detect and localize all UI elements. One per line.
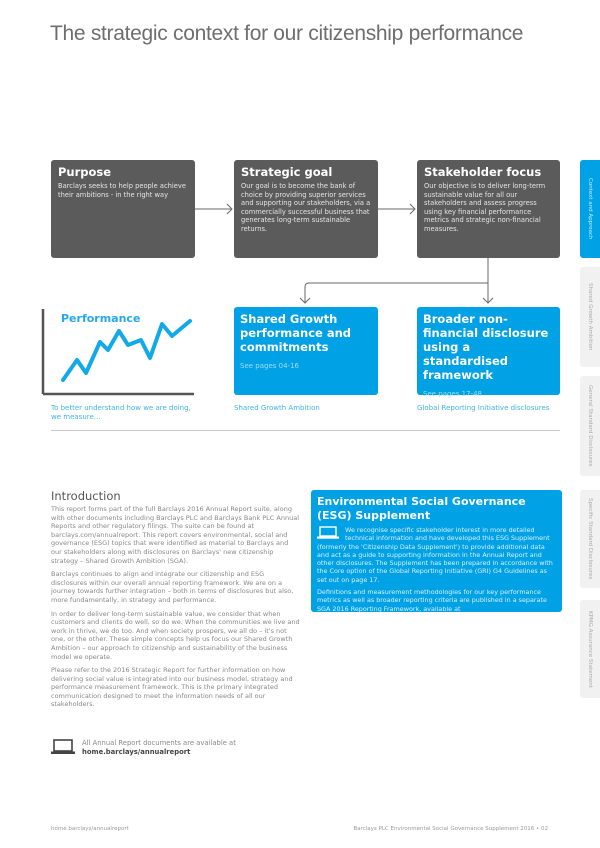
intro-paragraph: Please refer to the 2016 Strategic Report for further information on how delivering social value is integrated into our business model, strategy and performance measurement framework. This is the primary integrated communication designed to meet the information needs of all our stakeholders. bbox=[51, 666, 293, 709]
side-tab-shared-growth[interactable]: Shared Growth Ambition bbox=[580, 267, 600, 367]
strategic-goal-text: Our goal is to become the bank of choice by providing superior services and supporting our stakeholders, via a commercially successful business that generates long-term sustainable returns. bbox=[241, 182, 371, 233]
arrow-right-icon bbox=[378, 204, 415, 214]
annual-report-note bbox=[51, 739, 301, 758]
annual-report-link[interactable]: home.barclays/annualreport bbox=[82, 748, 191, 756]
laptop-icon bbox=[317, 526, 339, 540]
non-financial-pages[interactable]: See pages 17-48 bbox=[423, 390, 482, 398]
footer-left[interactable]: home.barclays/annualreport bbox=[51, 826, 129, 832]
stakeholder-focus-text: Our objective is to deliver long-term sustainable value for all our stakeholders and assess progress using key financial performance metrics and strategic non-financial measures. bbox=[424, 182, 546, 233]
esg-heading: Environmental Social Governance (ESG) Supplement bbox=[317, 495, 526, 522]
stakeholder-focus-heading: Stakeholder focus bbox=[424, 165, 542, 179]
annual-report-text: All Annual Report documents are available at bbox=[82, 739, 236, 747]
side-tab-context-approach[interactable]: Context and Approach bbox=[580, 160, 600, 258]
introduction-heading: Introduction bbox=[51, 489, 121, 503]
intro-paragraph: Barclays continues to align and integrate our citizenship and ESG disclosures within our overall annual reporting framework. We are on a journey towards further integration – both in terms of disclosures but also, more fundamentally, in strategy and performance. bbox=[51, 570, 294, 604]
shared-growth-caption: Shared Growth Ambition bbox=[234, 404, 320, 412]
intro-paragraph: In order to deliver long-term sustainable value, we consider that when customers and clients do well, so do we. When the communities we live and work in thrive, we do too. And when society prospers, we all do – it's not one, or the other. These simple concepts help us focus our Shared Growth Ambition – our approach to citizenship and sustainability of the business model we operate. bbox=[51, 609, 300, 661]
gri-caption: Global Reporting Initiative disclosures bbox=[417, 404, 550, 412]
side-tab-specific-standard[interactable]: Specific Standard Disclosures bbox=[580, 490, 600, 588]
esg-paragraph: We recognise specific stakeholder interest in more detailed technical information and have developed this ESG Supplement (formerly the 'Citizenship Data Supplement') to provide additional data and act as a guide to supporting information in the Annual Report and other disclosures. The Supplement has been prepared in accordance with the Core option of the Global Reporting Initiative (GRI) G4 Guidelines as set out on page 17. bbox=[317, 526, 553, 584]
shared-growth-box[interactable] bbox=[234, 307, 378, 395]
non-financial-disclosure-box[interactable] bbox=[417, 307, 560, 398]
footer-right: Barclays PLC Environmental Social Governance Supplement 2016 • 02 bbox=[353, 826, 548, 832]
side-tab-general-standard[interactable]: General Standard Disclosures bbox=[580, 376, 600, 476]
non-financial-heading: Broader non-financial disclosure using a standardised framework bbox=[423, 312, 549, 382]
esg-reporting-link[interactable]: home.barclays/citizenship/our-reporting bbox=[317, 612, 462, 621]
purpose-heading: Purpose bbox=[58, 165, 112, 179]
performance-caption: To better understand how we are doing, we measure... bbox=[51, 404, 191, 421]
section-divider bbox=[51, 430, 560, 431]
esg-paragraph: Definitions and measurement methodologies for our key performance metrics as well as broader reporting criteria are published in a separate SGA 2016 Reporting Framework, available at home.barclays/citizenship/our-reporting bbox=[317, 588, 547, 621]
branch-arrow-icon bbox=[300, 258, 493, 303]
intro-paragraph: This report forms part of the full Barclays 2016 Annual Report suite, along with other documents including Barclays PLC and Barclays Bank PLC Annual Reports and other regulatory filings. The suite can be found at barclays.com/annualreport. This report covers environmental, social and governance (ESG) topics that were identified as material to Barclays and our stakeholders along with disclosures on Barclays' new citizenship strategy – Shared Growth Ambition (SGA). bbox=[51, 505, 299, 565]
shared-growth-pages[interactable]: See pages 04-16 bbox=[240, 362, 299, 370]
purpose-text: Barclays seeks to help people achieve their ambitions - in the right way bbox=[58, 182, 186, 199]
arrow-right-icon bbox=[195, 204, 232, 214]
laptop-icon bbox=[51, 739, 75, 755]
page-title: The strategic context for our citizenship performance bbox=[50, 22, 524, 45]
strategic-goal-heading: Strategic goal bbox=[241, 165, 333, 179]
side-tab-kpmg-assurance[interactable]: KPMG Assurance Statement bbox=[580, 600, 600, 698]
performance-label: Performance bbox=[61, 312, 141, 325]
esg-supplement-box bbox=[311, 490, 562, 621]
introduction-body bbox=[51, 505, 301, 714]
shared-growth-heading: Shared Growth performance and commitments bbox=[240, 312, 352, 354]
